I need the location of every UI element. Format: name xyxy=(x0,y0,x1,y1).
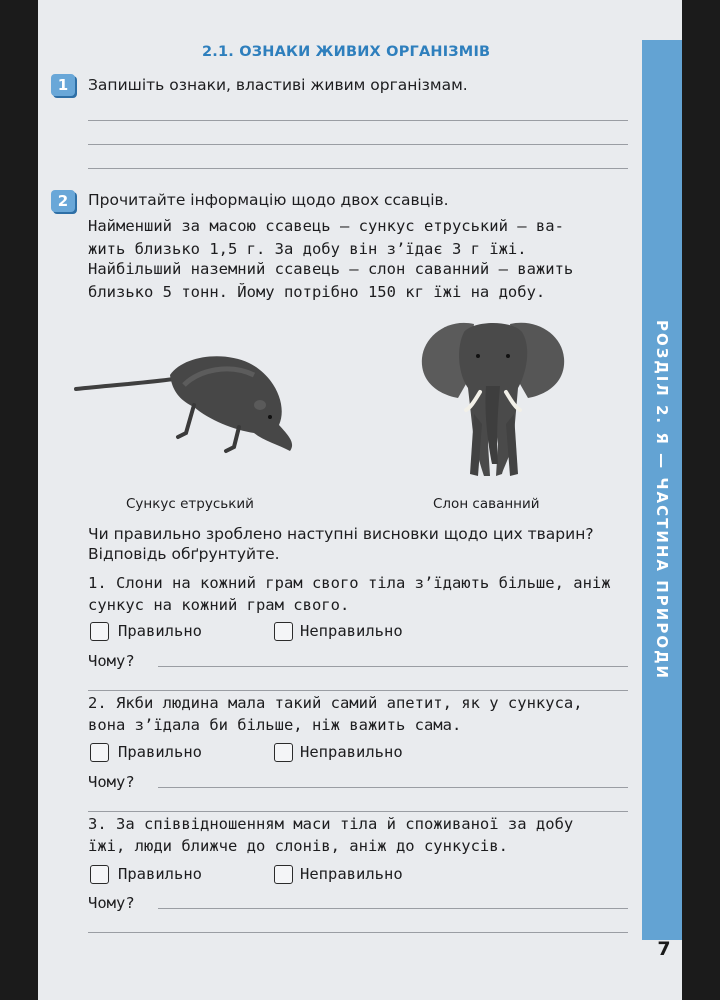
statement-3-false-checkbox[interactable] xyxy=(274,865,293,884)
statement-3-answer-line[interactable] xyxy=(88,932,628,933)
statement-2-line2: вона з’їдала би більше, ніж важить сама. xyxy=(88,716,462,734)
statement-2-false-label: Неправильно xyxy=(300,743,403,761)
statement-2-why-label: Чому? xyxy=(88,773,135,791)
task-2-intro: Прочитайте інформацію щодо двох ссавців. xyxy=(88,191,449,209)
statement-1-true-label: Правильно xyxy=(118,622,202,640)
paragraph-shrew-line1: Найменший за масою ссавець — сункус етруський — ва- xyxy=(88,217,564,235)
statement-1-false-label: Неправильно xyxy=(300,622,403,640)
statement-1-answer-line[interactable] xyxy=(88,690,628,691)
question-line2: Відповідь обґрунтуйте. xyxy=(88,545,280,563)
question-line1: Чи правильно зроблено наступні висновки щодо цих тварин? xyxy=(88,525,594,543)
statement-3-true-checkbox[interactable] xyxy=(90,865,109,884)
statement-3-why-line[interactable] xyxy=(158,908,628,909)
caption-elephant: Слон саванний xyxy=(433,496,540,512)
task-1-badge: 1 xyxy=(51,74,75,96)
statement-3-false-label: Неправильно xyxy=(300,865,403,883)
statement-1-why-line[interactable] xyxy=(158,666,628,667)
statement-2-line1: 2. Якби людина мала такий самий апетит, як у сункуса, xyxy=(88,694,583,712)
page-number: 7 xyxy=(657,938,671,960)
statement-2-why-line[interactable] xyxy=(158,787,628,788)
statement-1-true-checkbox[interactable] xyxy=(90,622,109,641)
statement-1-line2: сункус на кожний грам свого. xyxy=(88,596,350,614)
statement-1-false-checkbox[interactable] xyxy=(274,622,293,641)
statement-2-true-label: Правильно xyxy=(118,743,202,761)
statement-3-line2: їжі, люди ближче до слонів, аніж до сункусів. xyxy=(88,837,508,855)
answer-line-3[interactable] xyxy=(88,168,628,169)
statement-2-answer-line[interactable] xyxy=(88,811,628,812)
paragraph-elephant-line2: близько 5 тонн. Йому потрібно 150 кг їжі на добу. xyxy=(88,283,546,301)
paragraph-shrew-line2: жить близько 1,5 г. За добу він з’їдає 3 г їжі. xyxy=(88,240,527,258)
statement-3-true-label: Правильно xyxy=(118,865,202,883)
paragraph-elephant-line1: Найбільший наземний ссавець — слон саванний — важить xyxy=(88,260,574,278)
statement-3-line1: 3. За співвідношенням маси тіла й споживаної за добу xyxy=(88,815,574,833)
answer-line-1[interactable] xyxy=(88,120,628,121)
elephant-image xyxy=(414,314,574,480)
caption-shrew: Сункус етруський xyxy=(126,496,254,512)
statement-2-false-checkbox[interactable] xyxy=(274,743,293,762)
task-1-text: Запишіть ознаки, властиві живим організмам. xyxy=(88,76,468,94)
statement-2-true-checkbox[interactable] xyxy=(90,743,109,762)
page-title: 2.1. ОЗНАКИ ЖИВИХ ОРГАНІЗМІВ xyxy=(202,44,491,60)
task-2-badge: 2 xyxy=(51,190,75,212)
answer-line-2[interactable] xyxy=(88,144,628,145)
statement-3-why-label: Чому? xyxy=(88,894,135,912)
statement-1-line1: 1. Слони на кожний грам свого тіла з’їдають більше, аніж xyxy=(88,574,611,592)
statement-1-why-label: Чому? xyxy=(88,652,135,670)
workbook-page xyxy=(38,0,682,1000)
side-tab-text: РОЗДІЛ 2. Я — ЧАСТИНА ПРИРОДИ xyxy=(653,319,671,681)
shrew-image xyxy=(74,345,294,465)
